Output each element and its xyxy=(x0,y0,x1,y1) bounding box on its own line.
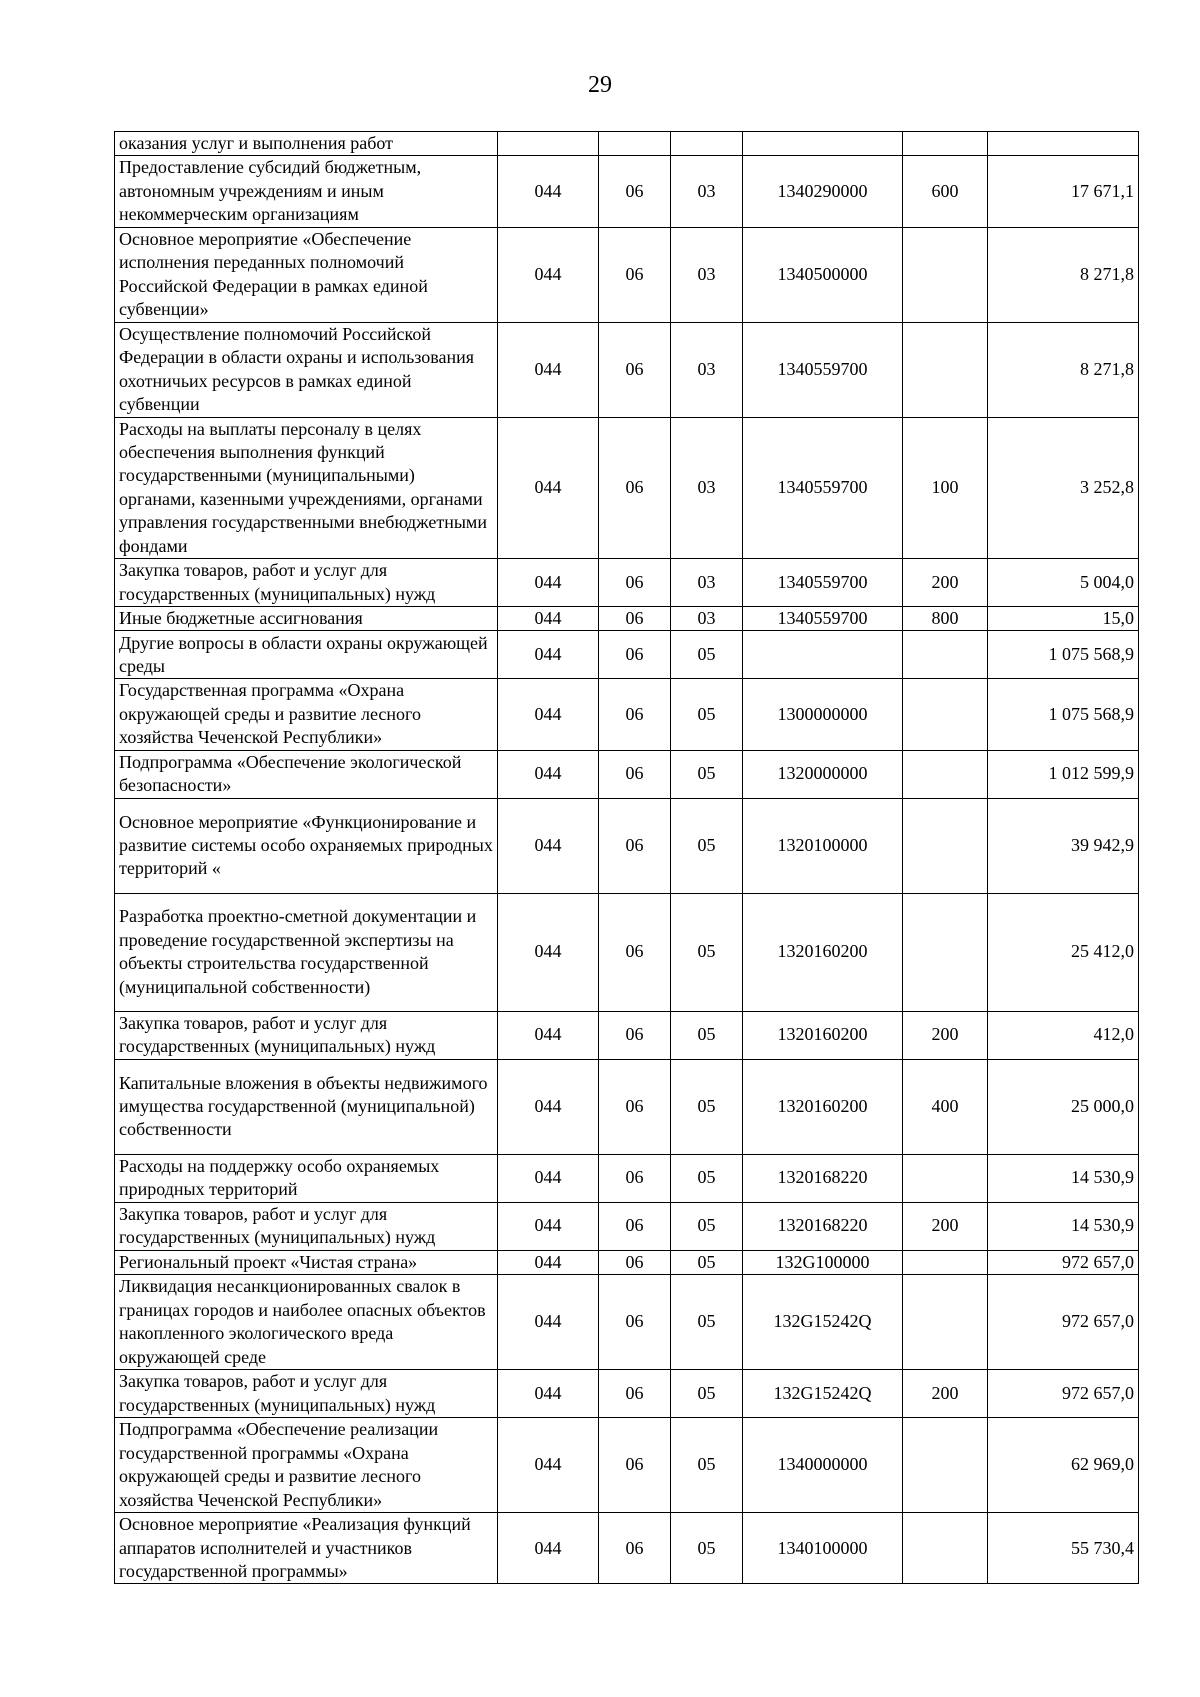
row-csr: 1320160200 xyxy=(743,893,903,1011)
row-pr: 05 xyxy=(671,1059,743,1154)
row-sum: 972 657,0 xyxy=(988,1275,1139,1370)
table-row xyxy=(115,227,1139,322)
row-vr xyxy=(903,679,988,750)
row-name: Капитальные вложения в объекты недвижимого имущества государственной (муниципальной) собственности xyxy=(115,1059,498,1154)
table-row xyxy=(115,893,1139,1011)
budget-table xyxy=(114,131,1139,1584)
row-rz: 06 xyxy=(599,1275,671,1370)
row-ved xyxy=(498,132,599,156)
row-vr xyxy=(903,1275,988,1370)
row-csr: 1340559700 xyxy=(743,322,903,417)
row-rz: 06 xyxy=(599,798,671,893)
row-vr: 200 xyxy=(903,1370,988,1418)
row-sum: 39 942,9 xyxy=(988,798,1139,893)
row-vr xyxy=(903,1513,988,1584)
row-sum: 3 252,8 xyxy=(988,417,1139,558)
row-ved: 044 xyxy=(498,322,599,417)
row-rz: 06 xyxy=(599,679,671,750)
row-vr xyxy=(903,1250,988,1274)
row-ved: 044 xyxy=(498,1154,599,1202)
row-pr: 05 xyxy=(671,1011,743,1059)
row-rz: 06 xyxy=(599,1202,671,1250)
row-csr: 132G15242Q xyxy=(743,1275,903,1370)
table-row xyxy=(115,559,1139,607)
row-vr: 400 xyxy=(903,1059,988,1154)
row-name: Закупка товаров, работ и услуг для государственных (муниципальных) нужд xyxy=(115,1202,498,1250)
table-row xyxy=(115,156,1139,227)
row-ved: 044 xyxy=(498,1011,599,1059)
table-row xyxy=(115,322,1139,417)
row-vr xyxy=(903,1154,988,1202)
row-ved: 044 xyxy=(498,1513,599,1584)
row-ved: 044 xyxy=(498,1275,599,1370)
row-ved: 044 xyxy=(498,156,599,227)
row-pr: 03 xyxy=(671,322,743,417)
table-row xyxy=(115,1513,1139,1584)
row-ved: 044 xyxy=(498,1370,599,1418)
table-row xyxy=(115,631,1139,679)
row-sum: 14 530,9 xyxy=(988,1202,1139,1250)
row-rz xyxy=(599,132,671,156)
row-ved: 044 xyxy=(498,631,599,679)
row-name: Закупка товаров, работ и услуг для государственных (муниципальных) нужд xyxy=(115,1370,498,1418)
row-rz: 06 xyxy=(599,631,671,679)
table-row xyxy=(115,1275,1139,1370)
row-sum: 1 012 599,9 xyxy=(988,750,1139,798)
row-name: Государственная программа «Охрана окружающей среды и развитие лесного хозяйства Чеченской Республики» xyxy=(115,679,498,750)
row-name: Другие вопросы в области охраны окружающей среды xyxy=(115,631,498,679)
table-row xyxy=(115,1011,1139,1059)
row-sum: 972 657,0 xyxy=(988,1250,1139,1274)
row-name: Подпрограмма «Обеспечение экологической безопасности» xyxy=(115,750,498,798)
row-sum: 15,0 xyxy=(988,607,1139,631)
row-pr: 05 xyxy=(671,893,743,1011)
row-vr: 200 xyxy=(903,559,988,607)
row-csr xyxy=(743,631,903,679)
row-name: Разработка проектно-сметной документации и проведение государственной экспертизы на объекты строительства государственной (муниципальной собственности) xyxy=(115,893,498,1011)
row-pr: 05 xyxy=(671,1250,743,1274)
table-row xyxy=(115,798,1139,893)
row-pr: 05 xyxy=(671,679,743,750)
row-csr: 1340100000 xyxy=(743,1513,903,1584)
row-name: Закупка товаров, работ и услуг для государственных (муниципальных) нужд xyxy=(115,559,498,607)
row-pr: 05 xyxy=(671,750,743,798)
row-pr: 03 xyxy=(671,559,743,607)
row-csr xyxy=(743,132,903,156)
row-sum: 55 730,4 xyxy=(988,1513,1139,1584)
row-vr: 200 xyxy=(903,1202,988,1250)
row-ved: 044 xyxy=(498,893,599,1011)
row-csr: 1320160200 xyxy=(743,1011,903,1059)
row-ved: 044 xyxy=(498,227,599,322)
row-sum: 17 671,1 xyxy=(988,156,1139,227)
row-name: Основное мероприятие «Реализация функций аппаратов исполнителей и участников государственной программы» xyxy=(115,1513,498,1584)
row-pr: 05 xyxy=(671,1154,743,1202)
row-rz: 06 xyxy=(599,1513,671,1584)
row-ved: 044 xyxy=(498,679,599,750)
row-csr: 1340559700 xyxy=(743,607,903,631)
row-rz: 06 xyxy=(599,1250,671,1274)
table-row xyxy=(115,1370,1139,1418)
row-ved: 044 xyxy=(498,1202,599,1250)
table-row xyxy=(115,750,1139,798)
row-sum: 25 000,0 xyxy=(988,1059,1139,1154)
row-csr: 1320168220 xyxy=(743,1154,903,1202)
row-pr: 05 xyxy=(671,1275,743,1370)
row-rz: 06 xyxy=(599,322,671,417)
row-pr: 03 xyxy=(671,607,743,631)
row-csr: 1320100000 xyxy=(743,798,903,893)
row-rz: 06 xyxy=(599,607,671,631)
row-sum: 8 271,8 xyxy=(988,322,1139,417)
row-csr: 1340559700 xyxy=(743,417,903,558)
row-name: Подпрограмма «Обеспечение реализации государственной программы «Охрана окружающей среды и развитие лесного хозяйства Чеченской Республики» xyxy=(115,1418,498,1513)
row-ved: 044 xyxy=(498,1250,599,1274)
budget-table-body xyxy=(115,132,1139,1584)
row-rz: 06 xyxy=(599,1418,671,1513)
row-ved: 044 xyxy=(498,1418,599,1513)
row-name: Расходы на поддержку особо охраняемых природных территорий xyxy=(115,1154,498,1202)
row-pr: 05 xyxy=(671,1202,743,1250)
row-sum xyxy=(988,132,1139,156)
row-name: Региональный проект «Чистая страна» xyxy=(115,1250,498,1274)
row-csr: 1340290000 xyxy=(743,156,903,227)
row-pr: 05 xyxy=(671,1370,743,1418)
row-vr xyxy=(903,322,988,417)
row-sum: 14 530,9 xyxy=(988,1154,1139,1202)
table-row xyxy=(115,607,1139,631)
row-rz: 06 xyxy=(599,1154,671,1202)
row-name: Ликвидация несанкционированных свалок в границах городов и наиболее опасных объектов накопленного экологического вреда окружающей среде xyxy=(115,1275,498,1370)
row-rz: 06 xyxy=(599,417,671,558)
row-sum: 412,0 xyxy=(988,1011,1139,1059)
row-sum: 1 075 568,9 xyxy=(988,631,1139,679)
row-vr: 200 xyxy=(903,1011,988,1059)
row-pr: 03 xyxy=(671,417,743,558)
table-row xyxy=(115,1202,1139,1250)
page-number: 29 xyxy=(588,72,612,98)
row-vr: 800 xyxy=(903,607,988,631)
row-rz: 06 xyxy=(599,227,671,322)
row-csr: 1340500000 xyxy=(743,227,903,322)
row-name: Расходы на выплаты персоналу в целях обеспечения выполнения функций государственными (муниципальными) органами, казенными учреждениями, органами управления государственными внебюджетными фондами xyxy=(115,417,498,558)
table-row xyxy=(115,1250,1139,1274)
row-name: Осуществление полномочий Российской Федерации в области охраны и использования охотничьих ресурсов в рамках единой субвенции xyxy=(115,322,498,417)
row-csr: 1320160200 xyxy=(743,1059,903,1154)
row-sum: 1 075 568,9 xyxy=(988,679,1139,750)
row-ved: 044 xyxy=(498,559,599,607)
row-sum: 25 412,0 xyxy=(988,893,1139,1011)
row-pr: 03 xyxy=(671,227,743,322)
row-name: Основное мероприятие «Функционирование и развитие системы особо охраняемых природных территорий « xyxy=(115,798,498,893)
row-ved: 044 xyxy=(498,607,599,631)
row-rz: 06 xyxy=(599,156,671,227)
row-csr: 132G100000 xyxy=(743,1250,903,1274)
row-rz: 06 xyxy=(599,1370,671,1418)
row-sum: 5 004,0 xyxy=(988,559,1139,607)
table-row xyxy=(115,417,1139,558)
table-row xyxy=(115,1418,1139,1513)
row-sum: 972 657,0 xyxy=(988,1370,1139,1418)
table-row xyxy=(115,132,1139,156)
row-pr: 05 xyxy=(671,798,743,893)
row-vr xyxy=(903,227,988,322)
row-rz: 06 xyxy=(599,750,671,798)
row-pr: 05 xyxy=(671,1418,743,1513)
row-ved: 044 xyxy=(498,798,599,893)
row-sum: 8 271,8 xyxy=(988,227,1139,322)
row-ved: 044 xyxy=(498,750,599,798)
row-vr xyxy=(903,798,988,893)
row-csr: 1300000000 xyxy=(743,679,903,750)
row-pr: 05 xyxy=(671,1513,743,1584)
row-vr xyxy=(903,750,988,798)
row-rz: 06 xyxy=(599,893,671,1011)
row-ved: 044 xyxy=(498,1059,599,1154)
row-name: оказания услуг и выполнения работ xyxy=(115,132,498,156)
row-vr xyxy=(903,132,988,156)
table-row xyxy=(115,679,1139,750)
row-rz: 06 xyxy=(599,1059,671,1154)
row-vr: 600 xyxy=(903,156,988,227)
row-ved: 044 xyxy=(498,417,599,558)
row-csr: 1320000000 xyxy=(743,750,903,798)
row-vr xyxy=(903,631,988,679)
row-name: Закупка товаров, работ и услуг для государственных (муниципальных) нужд xyxy=(115,1011,498,1059)
row-name: Иные бюджетные ассигнования xyxy=(115,607,498,631)
table-row xyxy=(115,1059,1139,1154)
row-csr: 1340559700 xyxy=(743,559,903,607)
row-pr: 03 xyxy=(671,156,743,227)
row-name: Предоставление субсидий бюджетным, автономным учреждениям и иным некоммерческим организациям xyxy=(115,156,498,227)
row-pr xyxy=(671,132,743,156)
row-rz: 06 xyxy=(599,1011,671,1059)
table-row xyxy=(115,1154,1139,1202)
row-csr: 1320168220 xyxy=(743,1202,903,1250)
row-rz: 06 xyxy=(599,559,671,607)
row-vr xyxy=(903,1418,988,1513)
row-vr: 100 xyxy=(903,417,988,558)
row-vr xyxy=(903,893,988,1011)
row-pr: 05 xyxy=(671,631,743,679)
row-csr: 1340000000 xyxy=(743,1418,903,1513)
row-csr: 132G15242Q xyxy=(743,1370,903,1418)
row-sum: 62 969,0 xyxy=(988,1418,1139,1513)
row-name: Основное мероприятие «Обеспечение исполнения переданных полномочий Российской Федерации в рамках единой субвенции» xyxy=(115,227,498,322)
